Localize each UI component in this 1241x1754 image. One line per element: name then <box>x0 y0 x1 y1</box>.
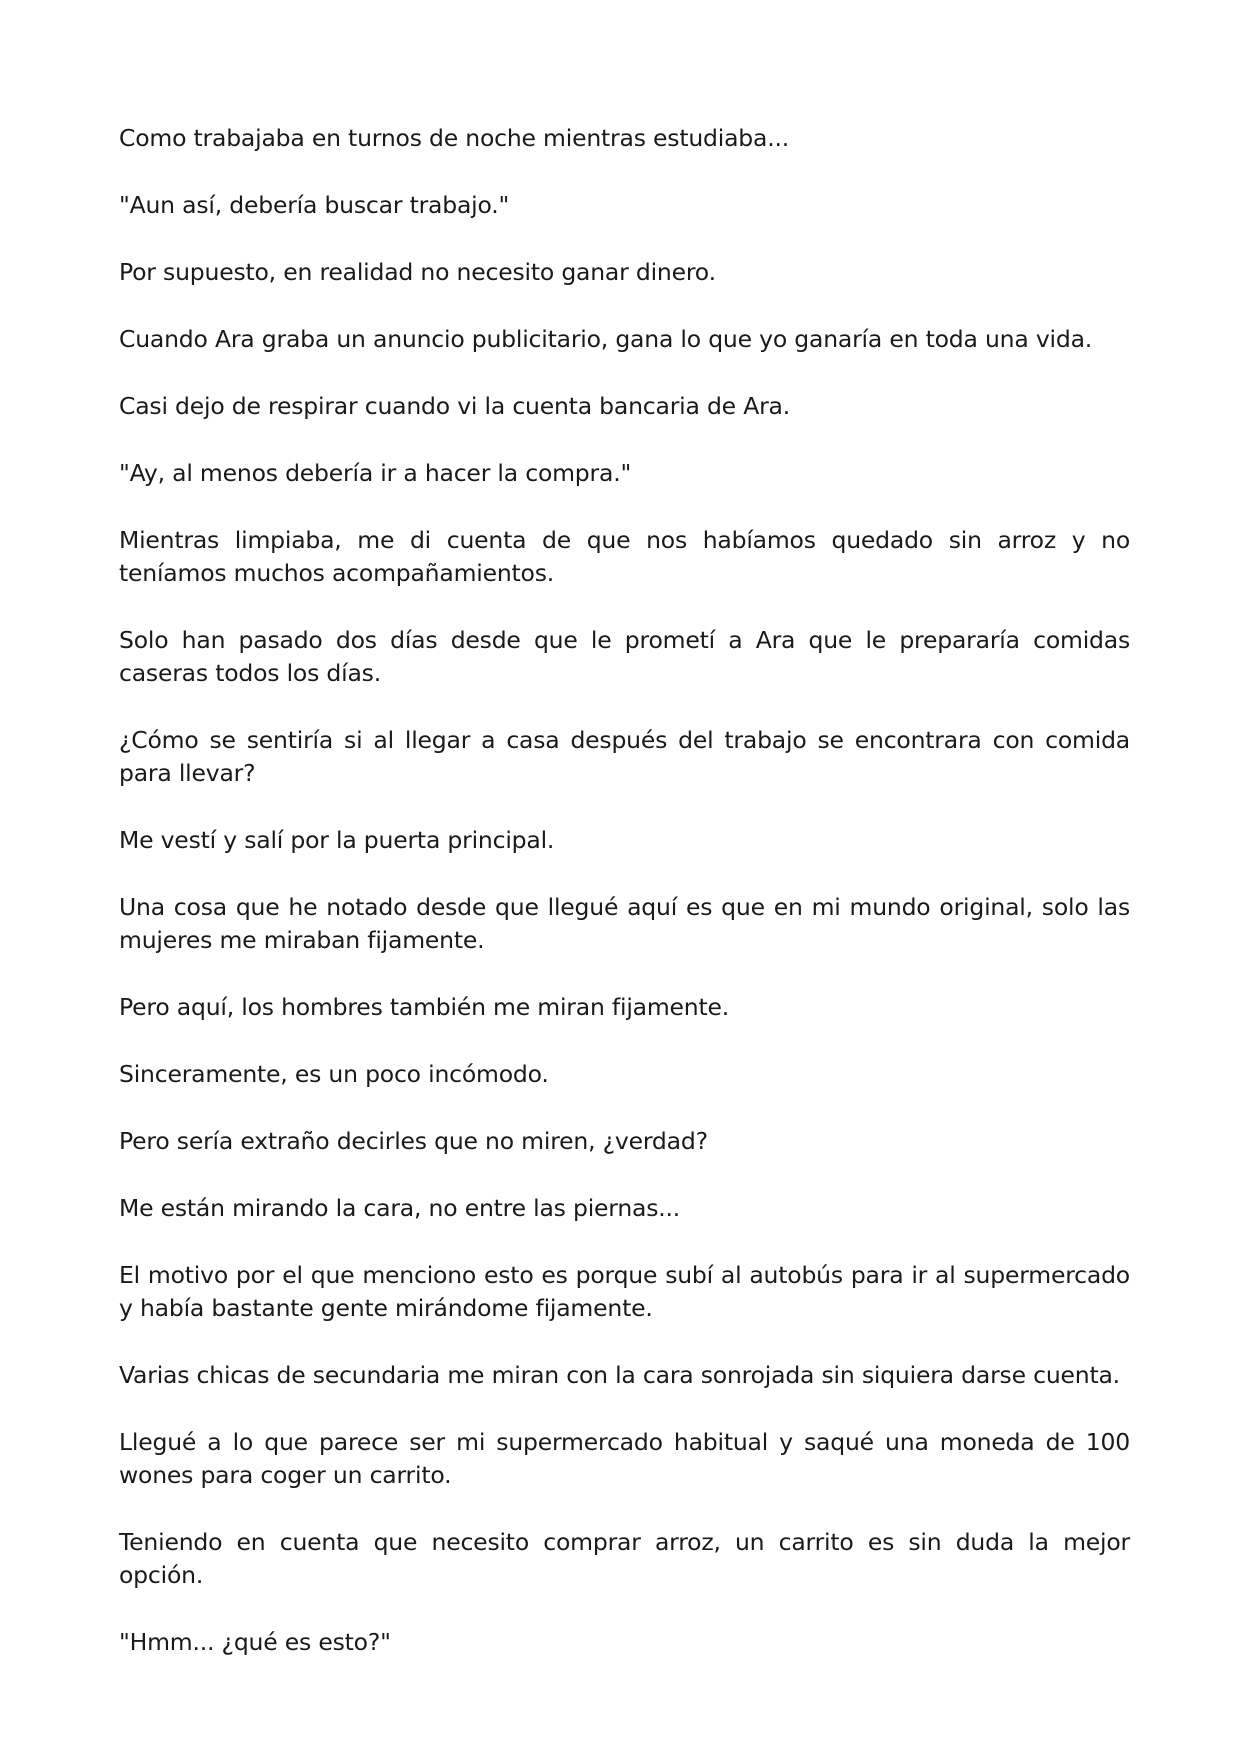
paragraph-5: Casi dejo de respirar cuando vi la cuenta bancaria de Ara. <box>119 392 791 420</box>
paragraph-10: Me vestí y salí por la puerta principal. <box>119 826 555 854</box>
paragraph-11: Una cosa que he notado desde que llegué aquí es que en mi mundo original, solo las mujeres me miraban fijamente. <box>119 893 1130 954</box>
paragraph-1: Como trabajaba en turnos de noche mientras estudiaba... <box>119 124 790 152</box>
paragraph-2: "Aun así, debería buscar trabajo." <box>119 191 510 219</box>
paragraph-3: Por supuesto, en realidad no necesito ganar dinero. <box>119 258 716 286</box>
paragraph-13: Sinceramente, es un poco incómodo. <box>119 1060 549 1088</box>
paragraph-15: Me están mirando la cara, no entre las piernas... <box>119 1194 681 1222</box>
paragraph-17: Varias chicas de secundaria me miran con la cara sonrojada sin siquiera darse cuenta. <box>119 1361 1120 1389</box>
paragraph-12: Pero aquí, los hombres también me miran fijamente. <box>119 993 730 1021</box>
paragraph-18: Llegué a lo que parece ser mi supermercado habitual y saqué una moneda de 100 wones para coger un carrito. <box>119 1428 1130 1489</box>
paragraph-9: ¿Cómo se sentiría si al llegar a casa después del trabajo se encontrara con comida para llevar? <box>119 726 1130 787</box>
paragraph-6: "Ay, al menos debería ir a hacer la compra." <box>119 459 632 487</box>
document-body <box>119 122 1130 1693</box>
paragraph-14: Pero sería extraño decirles que no miren, ¿verdad? <box>119 1127 708 1155</box>
paragraph-16: El motivo por el que menciono esto es porque subí al autobús para ir al supermercado y había bastante gente mirándome fijamente. <box>119 1261 1130 1322</box>
paragraph-8: Solo han pasado dos días desde que le prometí a Ara que le prepararía comidas caseras todos los días. <box>119 626 1130 687</box>
paragraph-7: Mientras limpiaba, me di cuenta de que nos habíamos quedado sin arroz y no teníamos muchos acompañamientos. <box>119 526 1130 587</box>
paragraph-19: Teniendo en cuenta que necesito comprar arroz, un carrito es sin duda la mejor opción. <box>119 1528 1130 1589</box>
paragraph-4: Cuando Ara graba un anuncio publicitario, gana lo que yo ganaría en toda una vida. <box>119 325 1093 353</box>
paragraph-20: "Hmm... ¿qué es esto?" <box>119 1628 391 1656</box>
